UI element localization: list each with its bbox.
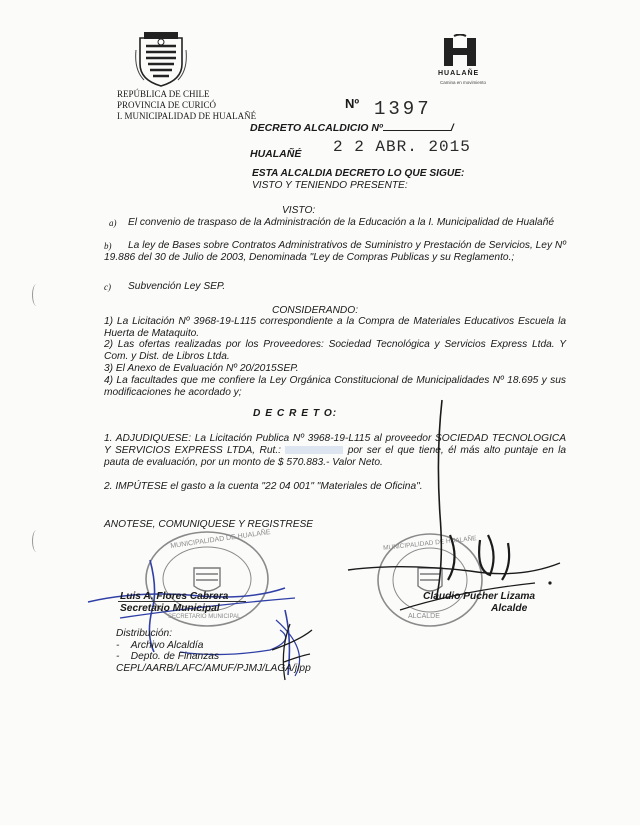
decree-label-text: DECRETO ALCALDICIO Nº xyxy=(250,122,383,134)
right-signer-title: Alcalde xyxy=(491,603,528,614)
considerando-title: CONSIDERANDO: xyxy=(272,305,359,316)
visto-title: VISTO: xyxy=(282,205,316,216)
seal-right-bottom: ALCALDE xyxy=(408,613,440,620)
visto-item-c: Subvención Ley SEP. xyxy=(128,281,226,292)
seal-left-text: MUNICIPALIDAD DE HUALAÑE xyxy=(170,529,272,550)
left-signer-name: Luis A. Flores Cabrera xyxy=(120,591,229,602)
decreto-title: D E C R E T O: xyxy=(253,408,338,419)
decree-number-underline xyxy=(383,121,451,131)
considerando-item-4: 4) La facultades que me confiere la Ley Orgánica Constitucional de Municipalidades Nº 18.695 y sus modificaciones he acordado y; xyxy=(104,375,566,398)
decreto-item-1-rest: por ser el que tiene, él más alto puntaje en la pauta de evaluación, por un monto de $ 570.883.- Valor Neto. xyxy=(104,445,567,468)
redacted-rut xyxy=(285,446,343,454)
header-republic: REPÚBLICA DE CHILE xyxy=(117,89,210,99)
decree-place: HUALAÑÉ xyxy=(250,148,302,160)
visto-marker-b: b) xyxy=(104,241,112,251)
closing-text: ANOTESE, COMUNIQUESE Y REGISTRESE xyxy=(104,519,314,530)
visto-marker-c: c) xyxy=(104,282,111,292)
considerando-item-1: 1) La Licitación Nº 3968-19-L115 correspondiente a la Compra de Materiales Educativos Escuela la Huerta de Mataquito. xyxy=(104,316,566,339)
header-province: PROVINCIA DE CURICÓ xyxy=(117,100,217,110)
distribution-item-1: - Archivo Alcaldía xyxy=(116,640,204,651)
intro-line2: VISTO Y TENIENDO PRESENTE: xyxy=(252,180,408,191)
header-municipality: I. MUNICIPALIDAD DE HUALAÑÉ xyxy=(117,111,257,121)
logo-tagline: Camina en movimiento xyxy=(440,80,487,85)
considerando-item-2: 2) Las ofertas realizadas por los Proveedores: Sociedad Tecnológica y Servicios Express Ltda. Y Com. y Dist. de Libros Ltda. xyxy=(104,339,566,362)
intro-line1: ESTA ALCALDIA DECRETO LO QUE SIGUE: xyxy=(252,168,465,179)
visto-item-b xyxy=(104,240,566,264)
visto-item-a: El convenio de traspaso de la Administración de la Educación a la I. Municipalidad de Hualañé xyxy=(128,217,555,228)
visto-marker-a: a) xyxy=(109,218,117,228)
municipal-crest-icon xyxy=(134,30,188,88)
decreto-item-1-text: 1. ADJUDIQUESE: La Licitación Publica Nº 3968-19-L115 al proveedor SOCIEDAD TECNOLOGICA Y SERVICIOS EXPRESS LTDA, Rut.: xyxy=(104,433,566,456)
punch-hole-top xyxy=(32,284,41,306)
initials-scribble xyxy=(250,620,330,690)
distribution-item-2-text: Depto. de Finanzas xyxy=(130,651,220,662)
decree-slash: / xyxy=(450,122,454,134)
distribution-initials: CEPL/AARB/LAFC/AMUF/PJMJ/LAGA/jlpp xyxy=(116,663,311,674)
punch-hole-bottom xyxy=(32,530,41,552)
seal-right-text: MUNICIPALIDAD DE HUALAÑE xyxy=(382,535,477,552)
left-signer-title: Secretario Municipal xyxy=(120,603,220,614)
seal-left-bottom: SECRETARIO MUNICIPAL xyxy=(168,614,241,620)
right-signer-name: Claudio Pucher Lizama xyxy=(423,591,536,602)
distribution-item-2: - Depto. de Finanzas xyxy=(116,651,220,662)
hualane-logo-icon xyxy=(440,34,482,68)
logo-text: HUALAÑE xyxy=(438,70,480,77)
decree-label xyxy=(250,121,454,134)
decree-date: 2 2 ABR. 2015 xyxy=(333,138,471,156)
distribution-item-1-text: Archivo Alcaldía xyxy=(130,640,204,651)
decreto-item-2: 2. IMPÚTESE el gasto a la cuenta "22 04 001" "Materiales de Oficina". xyxy=(104,481,423,492)
decree-number: 1397 xyxy=(374,98,432,120)
left-signer-line xyxy=(118,601,246,602)
visto-item-b-text: La ley de Bases sobre Contratos Administrativos de Suministro y Prestación de Servicios, Ley Nº 19.886 del 30 de Julio de 2003, Denominada "Ley de Compras Publicas y su Reglamento.; xyxy=(104,240,566,263)
considerando-item-3: 3) El Anexo de Evaluación Nº 20/2015SEP. xyxy=(104,363,299,374)
decree-number-mark: Nº xyxy=(345,96,360,111)
distribution-title: Distribución: xyxy=(116,628,173,639)
